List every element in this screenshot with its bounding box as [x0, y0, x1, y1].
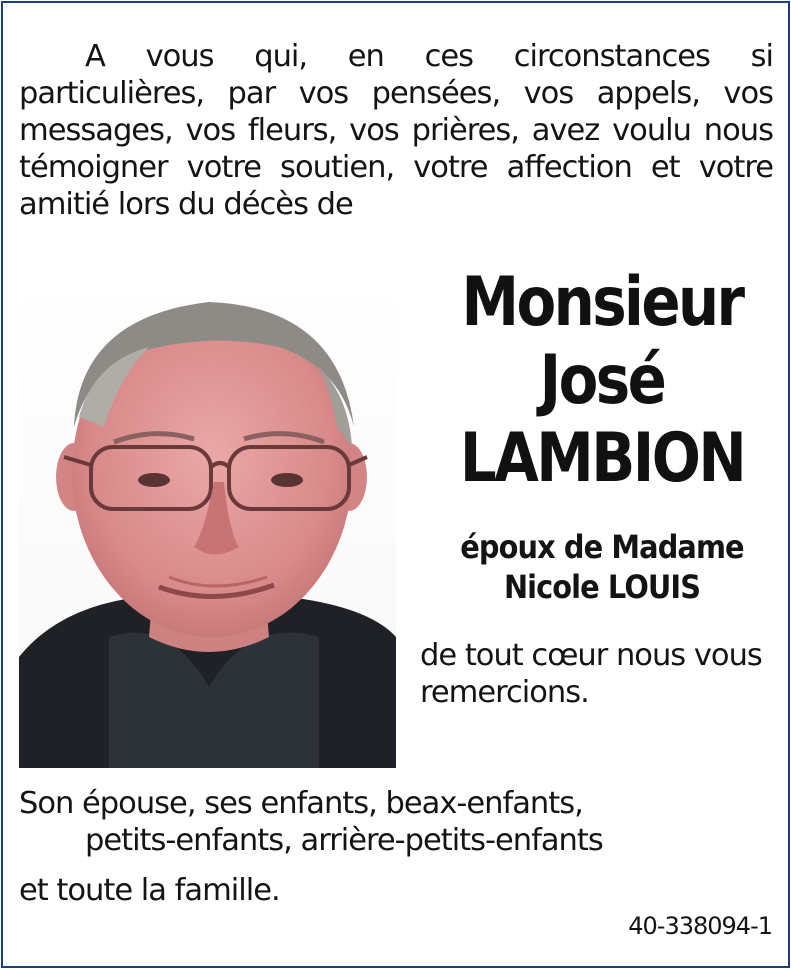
- reference-number: 40-338094-1: [628, 912, 772, 940]
- deceased-first-name: José: [539, 341, 665, 420]
- spouse-mention: [414, 527, 790, 607]
- family-line-2: petits-enfants, arrière-petits-enfants: [85, 823, 603, 858]
- family-signature: [19, 785, 719, 909]
- family-line-1: Son épouse, ses enfants, beax-enfants,: [19, 786, 583, 821]
- deceased-last-name: LAMBION: [459, 419, 745, 498]
- intro-paragraph: A vous qui, en ces circonstances si particulières, par vos pensées, vos appels, vos messages, vos fleurs, vos prières, avez voulu nous témoigner votre soutien, votre affection et votre amitié lors du décès de: [19, 39, 773, 222]
- deceased-title: Monsieur: [461, 263, 743, 342]
- spouse-line-1: époux de Madame: [460, 528, 744, 566]
- portrait-photo: [19, 277, 396, 768]
- spouse-line-2: Nicole LOUIS: [503, 568, 701, 606]
- family-line-3: et toute la famille.: [19, 873, 280, 908]
- deceased-name: [414, 264, 790, 498]
- thanks-text: de tout cœur nous vous remercions.: [420, 638, 762, 710]
